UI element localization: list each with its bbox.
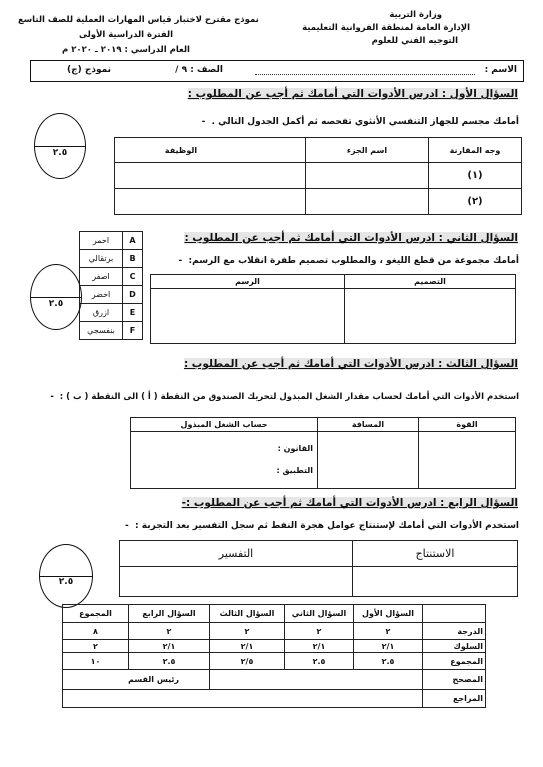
corrector-field[interactable] xyxy=(210,670,423,690)
summary-header: السؤال الأول xyxy=(354,605,423,623)
color-letter: E xyxy=(123,304,143,322)
directorate: الإدارة العامة لمنطقة الفروانية التعليمية xyxy=(302,23,470,33)
color-name: بنفسجي xyxy=(80,322,123,340)
q2-score: ٢.٥ xyxy=(48,299,64,309)
q4-header-explanation: التفسير xyxy=(120,541,353,567)
color-letter: D xyxy=(123,286,143,304)
q1-header-function: الوظيفة xyxy=(115,138,306,163)
summary-cell: ٢ xyxy=(210,623,285,640)
q3-apply: التطبيق : xyxy=(276,466,313,475)
color-name: احمر xyxy=(80,232,123,250)
name-label: الاسم : xyxy=(484,65,517,75)
summary-cell: ٢/٥ xyxy=(210,653,285,670)
q1-score-oval xyxy=(34,113,86,179)
color-name: اخضر xyxy=(80,286,123,304)
q1-score: ٢.٥ xyxy=(52,148,68,158)
summary-corner xyxy=(423,605,486,623)
q2-instruction: أمامك مجموعة من قطع الليغو ، والمطلوب تصميم طفرة انقلاب مع الرسم: - xyxy=(178,256,519,266)
color-table xyxy=(79,231,143,340)
summary-cell: ٢ xyxy=(129,623,210,640)
summary-header: السؤال الرابع xyxy=(129,605,210,623)
q2-header-drawing: الرسم xyxy=(151,275,345,289)
summary-cell: ٢ xyxy=(285,623,354,640)
summary-cell: ٢.٥ xyxy=(354,653,423,670)
color-letter: F xyxy=(123,322,143,340)
q4-cell[interactable] xyxy=(120,567,353,597)
summary-table xyxy=(62,604,486,708)
q4-cell[interactable] xyxy=(353,567,518,597)
summary-row-label: السلوك xyxy=(423,640,486,653)
q1-header-part: اسم الجزء xyxy=(306,138,429,163)
name-field[interactable] xyxy=(255,74,475,75)
summary-cell: ٢/١ xyxy=(354,640,423,653)
summary-cell: ٢ xyxy=(63,640,129,653)
summary-header: السؤال الثالث xyxy=(210,605,285,623)
q1-header-compare: وجه المقارنة xyxy=(429,138,522,163)
summary-cell: ٢/١ xyxy=(285,640,354,653)
q2-cell[interactable] xyxy=(345,289,516,344)
q2-cell[interactable] xyxy=(151,289,345,344)
q3-cell[interactable] xyxy=(419,432,516,489)
student-info-box xyxy=(30,60,524,82)
color-name: برتقالي xyxy=(80,250,123,268)
color-letter: A xyxy=(123,232,143,250)
q1-cell[interactable] xyxy=(306,189,429,215)
reviewer-field[interactable] xyxy=(63,690,423,708)
ministry: وزارة التربية xyxy=(389,10,442,20)
academic-year: العام الدراسي : ٢٠١٩ ـ ٢٠٢٠ م xyxy=(62,45,190,55)
q3-header-work: حساب الشغل المبذول xyxy=(131,418,318,432)
q1-row-2-label: (٢) xyxy=(429,189,522,215)
department: التوجيه الفني للعلوم xyxy=(371,36,458,46)
summary-cell: ٢.٥ xyxy=(285,653,354,670)
color-name: ازرق xyxy=(80,304,123,322)
q2-title: السؤال الثاني : ادرس الأدوات التي أمامك ثم أجب عن المطلوب : xyxy=(184,232,518,244)
reviewer-label: المراجع xyxy=(423,690,486,708)
q1-row-1-label: (١) xyxy=(429,163,522,189)
summary-header: السؤال الثاني xyxy=(285,605,354,623)
q1-title: السؤال الأول : ادرس الأدوات التي أمامك ثم أجب عن المطلوب : xyxy=(187,88,518,100)
q3-header-distance: المسافة xyxy=(318,418,419,432)
corrector-label: المصحح xyxy=(423,670,486,690)
term: الفترة الدراسية الأولى xyxy=(79,30,174,40)
summary-cell: ٨ xyxy=(63,623,129,640)
color-letter: C xyxy=(123,268,143,286)
summary-cell: ١٠ xyxy=(63,653,129,670)
q4-header-conclusion: الاستنتاج xyxy=(353,541,518,567)
q1-instruction: أمامك مجسم للجهاز التنفسي الأنثوي تفحصه ثم أكمل الجدول التالي . - xyxy=(201,117,519,127)
q3-header-force: القوة xyxy=(419,418,516,432)
summary-row-label: الدرجة xyxy=(423,623,486,640)
summary-cell: ٢/١ xyxy=(129,640,210,653)
color-letter: B xyxy=(123,250,143,268)
summary-cell: ٢/١ xyxy=(210,640,285,653)
q2-table xyxy=(150,274,516,344)
q1-cell[interactable] xyxy=(115,189,306,215)
q2-score-oval xyxy=(30,264,82,330)
q3-table xyxy=(130,417,516,489)
q1-cell[interactable] xyxy=(115,163,306,189)
q3-instruction: استخدم الأدوات التي أمامك لحساب مقدار الشغل المبذول لتحريك الصندوق من النقطة ( أ ) الى النقطة ( ب ) : - xyxy=(50,392,519,402)
q4-instruction: استخدم الأدوات التي أمامك لإستنتاج عوامل هجرة النفط ثم سجل التفسير بعد التجربة : - xyxy=(125,521,519,531)
model-label: نموذج (ج) xyxy=(67,65,112,75)
summary-row-label: المجموع xyxy=(423,653,486,670)
q2-header-design: التصميم xyxy=(345,275,516,289)
exam-title: نموذج مقترح لاختبار قياس المهارات العملية للصف التاسع xyxy=(18,15,259,25)
q4-score-oval xyxy=(39,544,93,608)
q3-title: السؤال الثالث : ادرس الأدوات التي أمامك ثم أجب عن المطلوب : xyxy=(183,358,518,370)
q1-table xyxy=(114,137,522,215)
q4-score: ٢.٥ xyxy=(58,577,74,587)
summary-cell: ٢ xyxy=(354,623,423,640)
q1-cell[interactable] xyxy=(306,163,429,189)
q3-work-cell[interactable] xyxy=(131,432,318,489)
head-of-dept: رئيس القسم xyxy=(63,670,210,690)
color-name: اصفر xyxy=(80,268,123,286)
q3-cell[interactable] xyxy=(318,432,419,489)
q3-law: القانون : xyxy=(277,444,313,453)
summary-cell: ٢.٥ xyxy=(129,653,210,670)
class-label: الصف : ٩ / xyxy=(175,65,223,75)
q4-title: السؤال الرابع : ادرس الأدوات التي أمامك ثم أجب عن المطلوب :- xyxy=(181,497,518,509)
summary-header: المجموع xyxy=(63,605,129,623)
q4-table xyxy=(119,540,518,597)
